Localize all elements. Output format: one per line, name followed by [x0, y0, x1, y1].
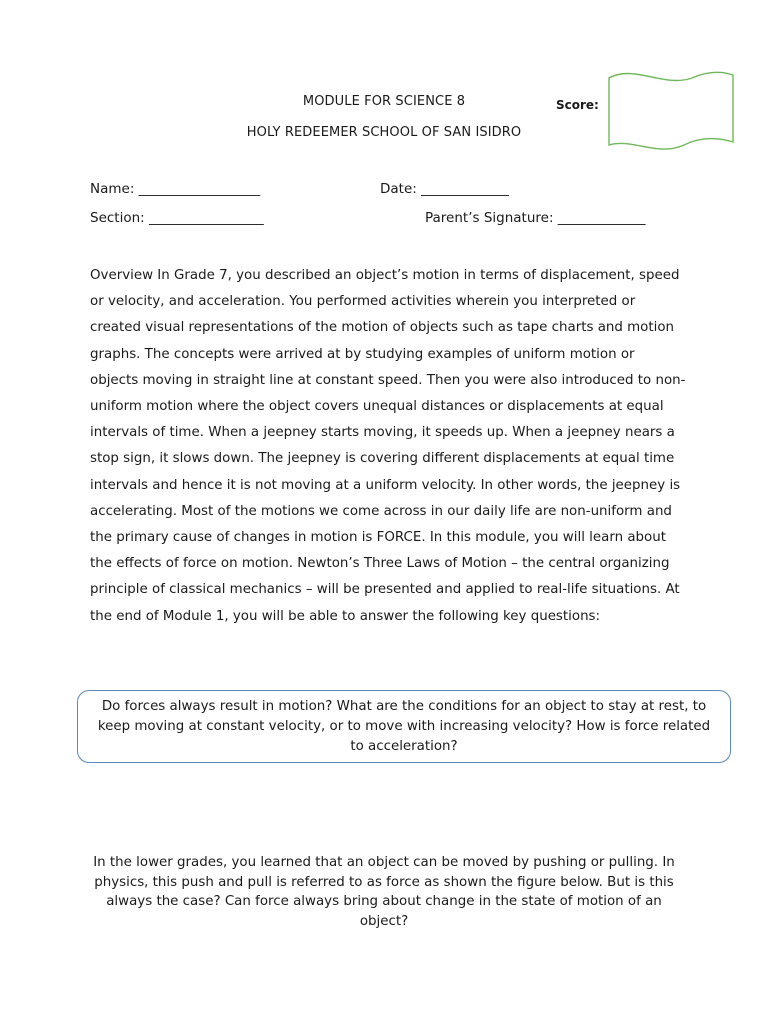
school-name: HOLY REDEEMER SCHOOL OF SAN ISIDRO — [246, 125, 522, 140]
lower-grades-paragraph: In the lower grades, you learned that an object can be moved by pushing or pulling. In physics, this push and pull is referred to as force as shown the figure below. But is this always the case? Can force always bring about change in the state of motion of an object? — [93, 855, 675, 929]
date-field: Date: _____________ — [380, 181, 509, 197]
score-label: Score: — [556, 98, 599, 112]
key-questions-box — [77, 690, 731, 763]
score-box-flag-icon — [606, 66, 736, 156]
overview-paragraph: Overview In Grade 7, you described an object’s motion in terms of displacement, speed or velocity, and acceleration. You performed activities wherein you interpreted or created visual representations of the motion of objects such as tape charts and motion graphs. The concepts were arrived at by studying examples of uniform motion or objects moving in straight line at constant speed. Then you were also introduced to non-uniform motion where the object covers unequal distances or displacements at equal intervals of time. When a jeepney starts moving, it speeds up. When a jeepney nears a stop sign, it slows down. The jeepney is covering different displacements at equal time intervals and hence it is not moving at a uniform velocity. In other words, the jeepney is accelerating. Most of the motions we come across in our daily life are non-uniform and the primary cause of changes in motion is FORCE. In this module, you will learn about the effects of force on motion. Newton’s Three Laws of Motion – the central organizing principle of classical mechanics – will be presented and applied to real-life situations. At the end of Module 1, you will be able to answer the following key questions: — [90, 268, 686, 624]
section-field: Section: _________________ — [90, 210, 264, 226]
module-title: MODULE FOR SCIENCE 8 — [302, 94, 466, 109]
parent-signature-field: Parent’s Signature: _____________ — [425, 210, 646, 226]
key-questions-text: Do forces always result in motion? What are the conditions for an object to stay at rest, to keep moving at constant velocity, or to move with increasing velocity? How is force related to acceleration? — [97, 698, 711, 754]
name-field: Name: __________________ — [90, 181, 261, 197]
